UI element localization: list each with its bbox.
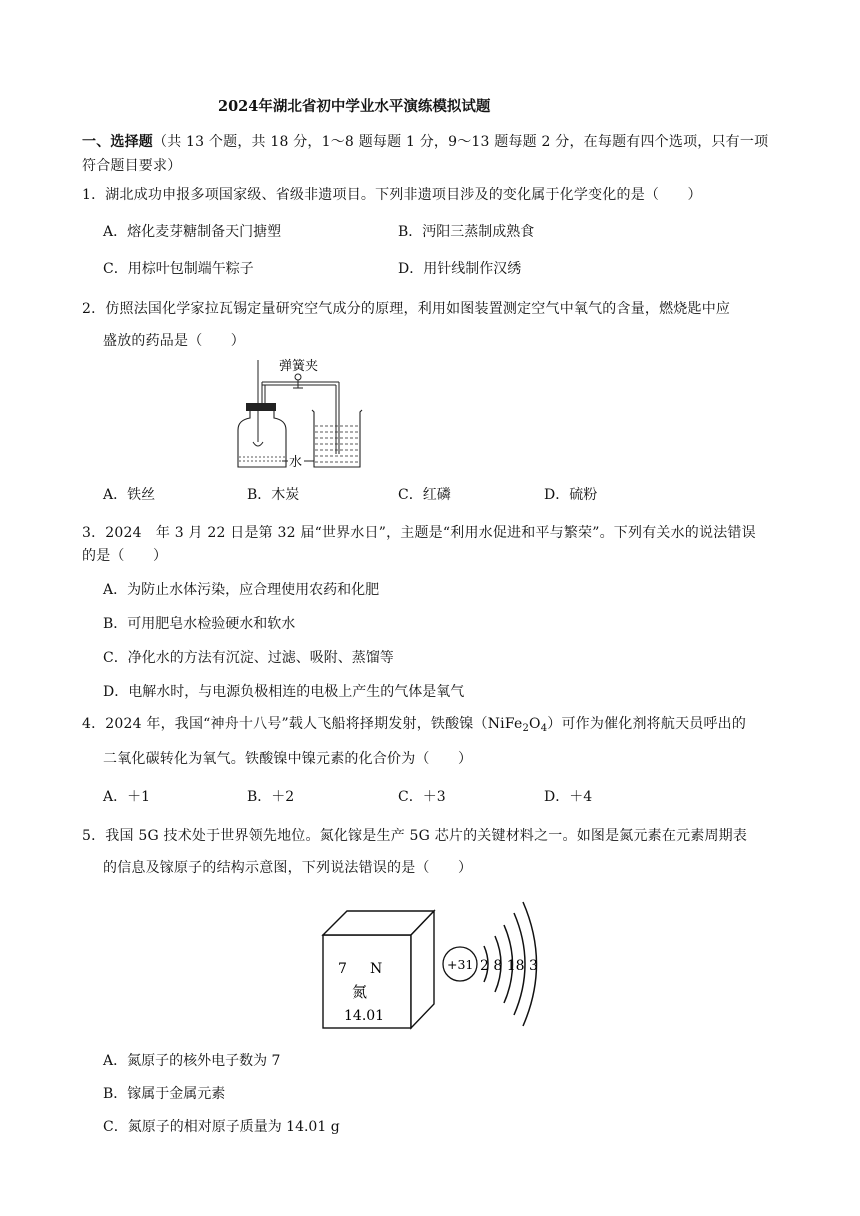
q4-oxygen: O <box>529 716 541 732</box>
question-5-stem-line1: 5．我国 5G 技术处于世界领先地位。氮化镓是生产 5G 芯片的关键材料之一。如图是氮元素在元素周期表 <box>82 828 748 844</box>
section-desc-line2: 符合题目要求） <box>82 158 182 174</box>
q2-option-c: C．红磷 <box>398 487 451 503</box>
question-1-stem: 1．湖北成功申报多项国家级、省级非遗项目。下列非遗项目涉及的变化属于化学变化的是（ ） <box>82 187 702 203</box>
q2-option-a: A．铁丝 <box>103 487 156 503</box>
q2-option-d: D．硫粉 <box>544 487 598 503</box>
q4-stem-pre: 4．2024 年，我国“神舟十八号”载人飞船将择期发射，铁酸镍（NiFe <box>82 716 523 732</box>
section-header <box>82 131 768 151</box>
clamp-label: 弹簧夹 <box>279 359 319 374</box>
atom-nucleus-charge: +31 <box>447 957 474 972</box>
q3-option-c: C．净化水的方法有沉淀、过滤、吸附、蒸馏等 <box>103 650 394 666</box>
q5-option-c: C．氮原子的相对原子质量为 14.01 g <box>103 1119 340 1135</box>
q1-option-a: A．熔化麦芽糖制备天门搪塑 <box>103 224 282 240</box>
q3-option-b: B．可用肥皂水检验硬水和软水 <box>103 616 296 632</box>
element-name: 氮 <box>352 983 368 1001</box>
q1-option-b: B．沔阳三蒸制成熟食 <box>398 224 535 240</box>
section-label: 一、选择题 <box>82 134 153 150</box>
question-5-stem-line2: 的信息及镓原子的结构示意图，下列说法错误的是（ ） <box>103 860 473 876</box>
q1-option-d: D．用针线制作汉绣 <box>398 261 522 277</box>
element-card-figure <box>320 908 440 1033</box>
question-2-stem-line2: 盛放的药品是（ ） <box>103 333 245 349</box>
q5-option-a: A．氮原子的核外电子数为 7 <box>103 1053 281 1069</box>
question-3-stem-line1: 3．2024 年 3 月 22 日是第 32 届“世界水日”，主题是“利用水促进和平与繁荣”。下列有关水的说法错误 <box>82 525 756 541</box>
q4-option-b: B．＋2 <box>247 789 295 805</box>
element-number: 7 <box>338 961 347 977</box>
q4-stem-post: ）可作为催化剂将航天员呼出的 <box>547 716 747 732</box>
section-desc-line1: （共 13 个题，共 18 分，1～8 题每题 1 分，9～13 题每题 2 分，在每题有四个选项，只有一项 <box>153 134 769 150</box>
page-title: 2024年湖北省初中学业水平演练模拟试题 <box>218 98 491 115</box>
question-4-stem-line1 <box>82 713 746 733</box>
q4-option-a: A．＋1 <box>103 789 151 805</box>
gallium-atom-diagram <box>440 893 550 1033</box>
q4-option-d: D．＋4 <box>544 789 593 805</box>
q4-sub-2: 2 <box>522 723 530 734</box>
question-2-stem-line1: 2．仿照法国化学家拉瓦锡定量研究空气成分的原理，利用如图装置测定空气中氧气的含量，燃烧匙中应 <box>82 301 731 317</box>
element-symbol: N <box>370 961 383 977</box>
q1-option-c: C．用棕叶包制端午粽子 <box>103 261 254 277</box>
q2-option-b: B．木炭 <box>247 487 300 503</box>
question-3-stem-line2: 的是（ ） <box>82 548 168 564</box>
q4-sub-4: 4 <box>540 723 548 734</box>
atom-shell-electrons: 2 8 18 3 <box>480 958 538 974</box>
water-label: 水 <box>289 455 303 470</box>
q4-option-c: C．＋3 <box>398 789 446 805</box>
question-4-stem-line2: 二氧化碳转化为氧气。铁酸镍中镍元素的化合价为（ ） <box>103 751 473 767</box>
element-mass: 14.01 <box>344 1008 385 1024</box>
q3-option-d: D．电解水时，与电源负极相连的电极上产生的气体是氧气 <box>103 684 465 700</box>
q2-apparatus-figure <box>232 354 367 474</box>
q5-option-b: B．镓属于金属元素 <box>103 1086 226 1102</box>
q3-option-a: A．为防止水体污染，应合理使用农药和化肥 <box>103 582 380 598</box>
